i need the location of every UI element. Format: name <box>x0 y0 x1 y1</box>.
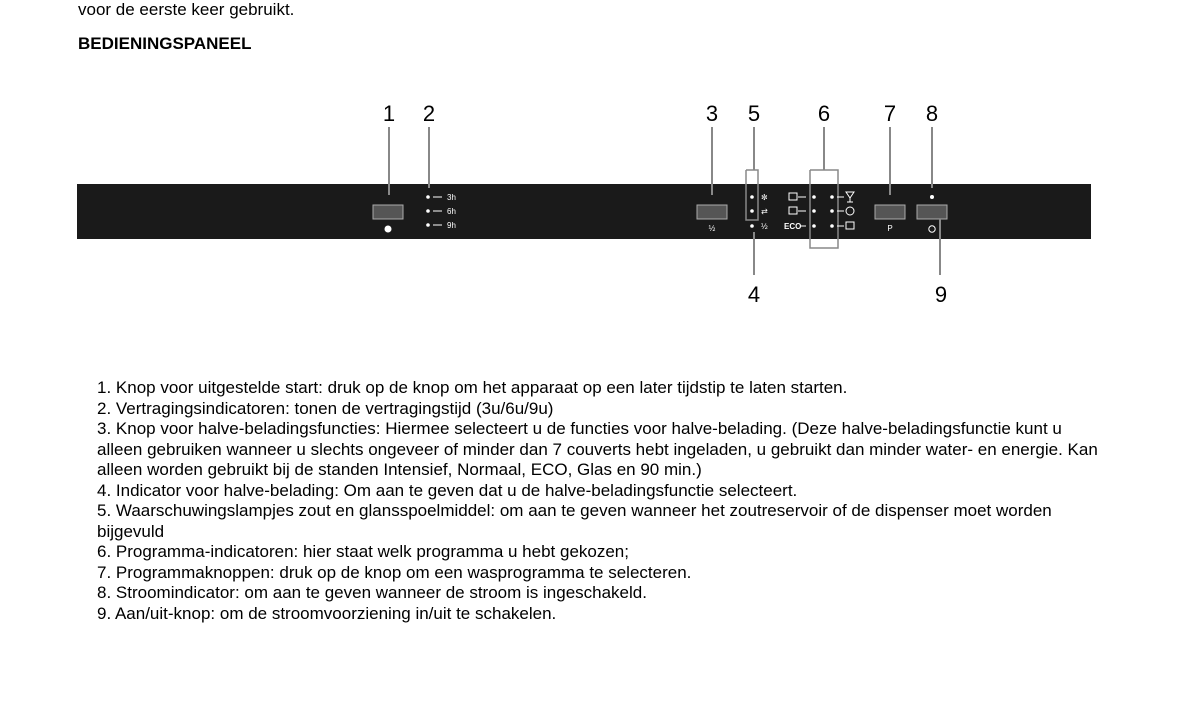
callout-1: 1 <box>382 101 396 126</box>
description-item: 4. Indicator voor halve-belading: Om aan te geven dat u de halve-beladingsfunctie selecteert. <box>97 480 798 500</box>
callout-7: 7 <box>883 101 897 126</box>
clock-icon <box>385 226 392 233</box>
salt-icon: ✼ <box>761 193 768 202</box>
callout-9: 9 <box>934 282 948 307</box>
rinse-aid-icon: ⇄ <box>761 207 768 216</box>
description-item: 9. Aan/uit-knop: om de stroomvoorziening in/uit te schakelen. <box>97 603 557 623</box>
delay-label-9h: 9h <box>447 221 456 230</box>
control-panel-diagram <box>0 95 1181 315</box>
description-item: 3. Knop voor halve-beladingsfuncties: Hiermee selecteert u de functies voor halve-belading. (Deze halve-beladingsfunctie kunt u alleen gebruiken wanneer u slechts ongeveer of minder dan 7 couverts hebt ingeladen, u gebruikt dan minder water- en energie. Kan alleen worden gebruikt bij de standen Intensief, Normaal, ECO, Glas en 90 min.) <box>97 419 1098 479</box>
eco-label: ECO <box>784 222 802 231</box>
callout-3: 3 <box>705 101 719 126</box>
callout-2: 2 <box>422 101 436 126</box>
callout-5: 5 <box>747 101 761 126</box>
callout-4: 4 <box>747 282 761 307</box>
half-load-button[interactable] <box>697 205 727 219</box>
description-item: 2. Vertragingsindicatoren: tonen de vertragingstijd (3u/6u/9u) <box>97 398 554 418</box>
callout-8: 8 <box>925 101 939 126</box>
program-button[interactable] <box>875 205 905 219</box>
section-heading: BEDIENINGSPANEEL <box>78 34 252 53</box>
description-item: 7. Programmaknoppen: druk op de knop om een wasprogramma te selecteren. <box>97 562 692 582</box>
description-item: 8. Stroomindicator: om aan te geven wanneer de stroom is ingeschakeld. <box>97 583 647 602</box>
half-indicator-label: ½ <box>761 222 768 231</box>
intro-text: voor de eerste keer gebruikt. <box>78 0 295 19</box>
delay-label-3h: 3h <box>447 193 456 202</box>
power-button[interactable] <box>917 205 947 219</box>
description-list <box>97 378 1107 624</box>
delay-label-6h: 6h <box>447 207 456 216</box>
delay-start-button[interactable] <box>373 205 403 219</box>
program-button-label: P <box>887 224 893 233</box>
description-item: 1. Knop voor uitgestelde start: druk op de knop om het apparaat op een later tijdstip te laten starten. <box>97 378 848 397</box>
description-item: 6. Programma-indicatoren: hier staat welk programma u hebt gekozen; <box>97 542 629 561</box>
description-item: 5. Waarschuwingslampjes zout en glansspoelmiddel: om aan te geven wanneer het zoutreservoir of de dispenser moet worden bijgevuld <box>97 501 1052 541</box>
power-indicator <box>930 195 934 199</box>
callout-6: 6 <box>817 101 831 126</box>
half-load-symbol: ½ <box>708 224 716 233</box>
